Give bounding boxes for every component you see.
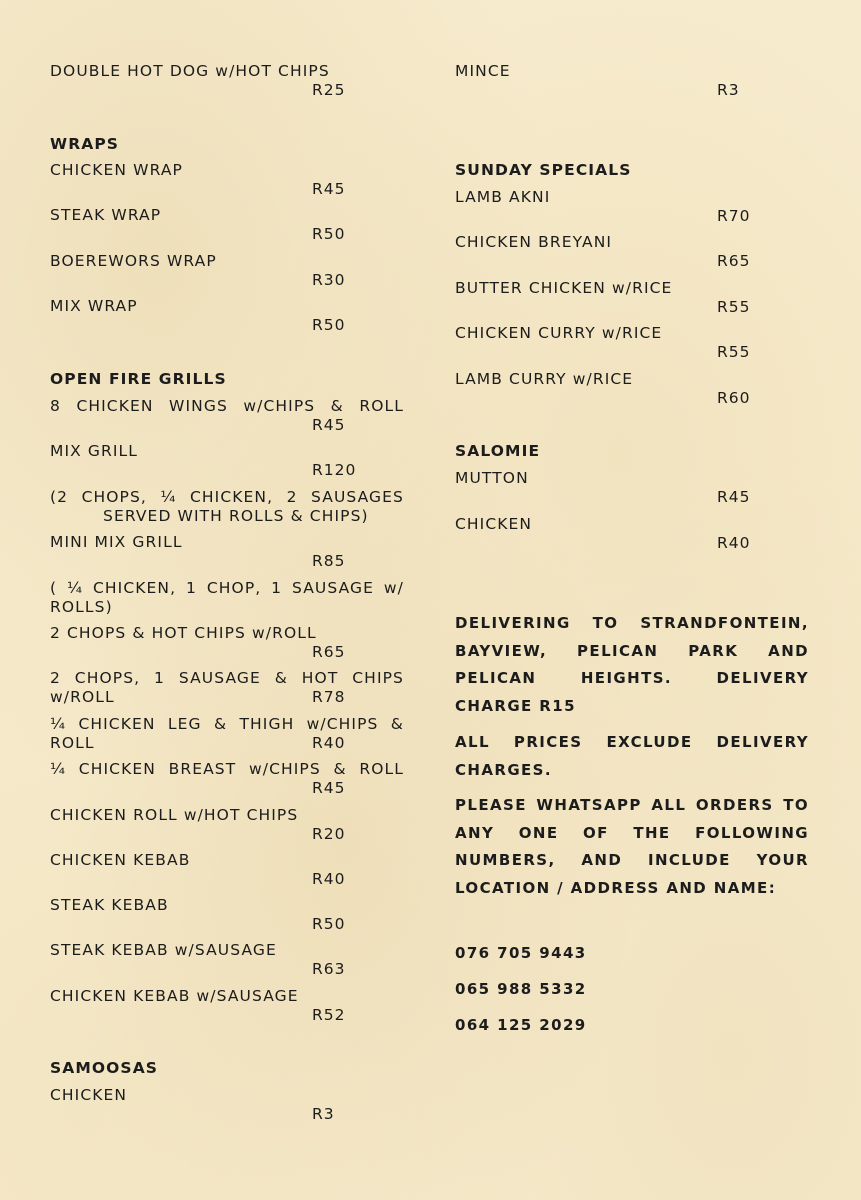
note-mix-grill-line1: (2 CHOPS, ¼ CHICKEN, 2 SAUSAGES [50, 488, 404, 506]
section-heading-wraps: WRAPS [50, 135, 120, 153]
section-heading-samoosas: SAMOOSAS [50, 1059, 159, 1077]
price-lamb-akni: R70 [717, 207, 751, 225]
item-chicken-wings: 8 CHICKEN WINGS w/CHIPS & ROLL [50, 397, 404, 415]
section-heading-grills: OPEN FIRE GRILLS [50, 370, 227, 388]
price-chops-sausage: R78 [312, 688, 346, 706]
item-chops-sausage-line1: 2 CHOPS, 1 SAUSAGE & HOT CHIPS [50, 669, 404, 687]
price-chicken-wrap: R45 [312, 180, 346, 198]
item-steak-kebab: STEAK KEBAB [50, 896, 169, 914]
price-steak-wrap: R50 [312, 225, 346, 243]
item-two-chops: 2 CHOPS & HOT CHIPS w/ROLL [50, 624, 317, 642]
item-steak-wrap: STEAK WRAP [50, 206, 162, 224]
price-steak-kebab-sausage: R63 [312, 960, 346, 978]
price-boerewors-wrap: R30 [312, 271, 346, 289]
section-heading-salomie: SALOMIE [455, 442, 541, 460]
item-lamb-akni: LAMB AKNI [455, 188, 551, 206]
item-double-hot-dog: DOUBLE HOT DOG w/HOT CHIPS [50, 62, 330, 80]
item-leg-thigh-line1: ¼ CHICKEN LEG & THIGH w/CHIPS & [50, 715, 404, 733]
item-chicken-roll: CHICKEN ROLL w/HOT CHIPS [50, 806, 299, 824]
price-chicken-kebab-sausage: R52 [312, 1006, 346, 1024]
price-mini-mix-grill: R85 [312, 552, 346, 570]
price-salomie-mutton: R45 [717, 488, 751, 506]
item-chicken-curry: CHICKEN CURRY w/RICE [455, 324, 663, 342]
note-mix-grill-line2: SERVED WITH ROLLS & CHIPS) [103, 507, 369, 525]
item-leg-thigh-line2: ROLL [50, 734, 95, 752]
item-boerewors-wrap: BOEREWORS WRAP [50, 252, 217, 270]
price-salomie-chicken: R40 [717, 534, 751, 552]
price-two-chops: R65 [312, 643, 346, 661]
item-samoosa-mince: MINCE [455, 62, 511, 80]
price-leg-thigh: R40 [312, 734, 346, 752]
item-samoosa-chicken: CHICKEN [50, 1086, 128, 1104]
item-chicken-wrap: CHICKEN WRAP [50, 161, 183, 179]
item-mix-grill: MIX GRILL [50, 442, 139, 460]
item-steak-kebab-sausage: STEAK KEBAB w/SAUSAGE [50, 941, 277, 959]
item-chicken-breyani: CHICKEN BREYANI [455, 233, 613, 251]
price-lamb-curry: R60 [717, 389, 751, 407]
item-lamb-curry: LAMB CURRY w/RICE [455, 370, 634, 388]
price-chicken-breast: R45 [312, 779, 346, 797]
price-chicken-kebab: R40 [312, 870, 346, 888]
phone-number-2: 065 988 5332 [455, 980, 587, 998]
whatsapp-info: PLEASE WHATSAPP ALL ORDERS TO ANY ONE OF THE FOLLOWING NUMBERS, AND INCLUDE YOUR LOCATION / ADDRESS AND NAME: [455, 796, 809, 897]
price-steak-kebab: R50 [312, 915, 346, 933]
price-chicken-breyani: R65 [717, 252, 751, 270]
item-chicken-breast: ¼ CHICKEN BREAST w/CHIPS & ROLL [50, 760, 404, 778]
item-chicken-kebab: CHICKEN KEBAB [50, 851, 191, 869]
price-chicken-wings: R45 [312, 416, 346, 434]
prices-info: ALL PRICES EXCLUDE DELIVERY CHARGES. [455, 733, 809, 779]
item-chicken-kebab-sausage: CHICKEN KEBAB w/SAUSAGE [50, 987, 299, 1005]
item-mini-mix-grill: MINI MIX GRILL [50, 533, 183, 551]
delivery-info: DELIVERING TO STRANDFONTEIN, BAYVIEW, PELICAN PARK AND PELICAN HEIGHTS. DELIVERY CHARGE R15 [455, 614, 809, 715]
price-butter-chicken: R55 [717, 298, 751, 316]
price-mix-grill: R120 [312, 461, 357, 479]
phone-number-3: 064 125 2029 [455, 1016, 587, 1034]
item-mix-wrap: MIX WRAP [50, 297, 138, 315]
price-mix-wrap: R50 [312, 316, 346, 334]
section-heading-sunday-specials: SUNDAY SPECIALS [455, 161, 632, 179]
price-double-hot-dog: R25 [312, 81, 346, 99]
price-samoosa-mince: R3 [717, 81, 740, 99]
item-salomie-chicken: CHICKEN [455, 515, 533, 533]
price-chicken-curry: R55 [717, 343, 751, 361]
price-chicken-roll: R20 [312, 825, 346, 843]
price-samoosa-chicken: R3 [312, 1105, 335, 1123]
item-chops-sausage-line2: w/ROLL [50, 688, 115, 706]
phone-number-1: 076 705 9443 [455, 944, 587, 962]
note-mini-mix-line2: ROLLS) [50, 598, 113, 616]
note-mini-mix-line1: ( ¼ CHICKEN, 1 CHOP, 1 SAUSAGE w/ [50, 579, 404, 597]
item-salomie-mutton: MUTTON [455, 469, 529, 487]
item-butter-chicken: BUTTER CHICKEN w/RICE [455, 279, 673, 297]
